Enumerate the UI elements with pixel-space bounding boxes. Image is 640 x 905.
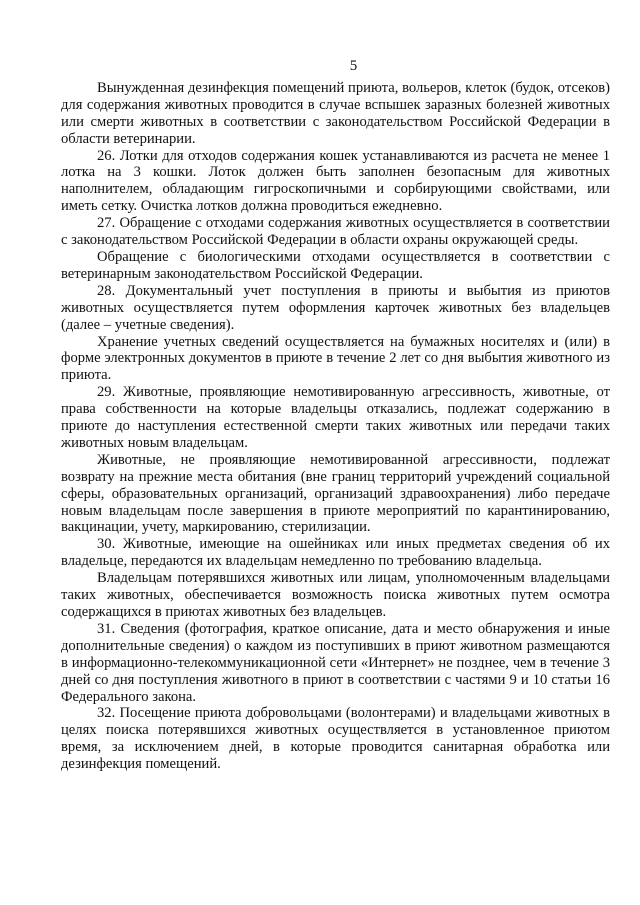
paragraph-31-internet-publication: 31. Сведения (фотография, краткое описание, дата и место обнаружения и иные дополнительные сведения) о каждом из поступивших в приют животном размещаются в информационно-телекоммуникационной сети «Интернет» не позднее, чем в течение 3 дней со дня поступления животного в приют в соответствии с частями 9 и 10 статьи 16 Федерального закона.	[61, 620, 610, 705]
paragraph-30-owner-info: 30. Животные, имеющие на ошейниках или иных предметах сведения об их владельце, передаются их владельцам немедленно по требованию владельца.	[61, 536, 610, 570]
paragraph-records-storage: Хранение учетных сведений осуществляется на бумажных носителях и (или) в форме электронных документов в приюте в течение 2 лет со дня выбытия животного из приюта.	[61, 333, 610, 384]
document-page	[61, 58, 610, 773]
paragraph-26-cat-litter: 26. Лотки для отходов содержания кошек устанавливаются из расчета не менее 1 лотка на 3 кошки. Лоток должен быть заполнен безопасным для животных наполнителем, обладающим гигроскопичными и сорбирующими свойствами, или иметь сетку. Очистка лотков должна проводиться ежедневно.	[61, 147, 610, 215]
paragraph-28-records: 28. Документальный учет поступления в приюты и выбытия из приютов животных осуществляется путем оформления карточек животных без владельцев (далее – учетные сведения).	[61, 282, 610, 333]
paragraph-32-visits: 32. Посещение приюта добровольцами (волонтерами) и владельцами животных в целях поиска потерявшихся животных осуществляется в установленное приютом время, за исключением дней, в которые проводится санитарная обработка или дезинфекция помещений.	[61, 705, 610, 773]
paragraph-non-aggressive-animals: Животные, не проявляющие немотивированной агрессивности, подлежат возврату на прежние места обитания (вне границ территорий учреждений социальной сферы, образовательных организаций, организаций здравоохранения) либо передаче новым владельцам после завершения в приюте мероприятий по карантинированию, вакцинации, учету, маркированию, стерилизации.	[61, 451, 610, 536]
paragraph-27-waste-handling: 27. Обращение с отходами содержания животных осуществляется в соответствии с законодательством Российской Федерации в области охраны окружающей среды.	[61, 215, 610, 249]
paragraph-biological-waste: Обращение с биологическими отходами осуществляется в соответствии с ветеринарным законодательством Российской Федерации.	[61, 248, 610, 282]
page-number: 5	[349, 58, 358, 74]
paragraph-disinfection: Вынужденная дезинфекция помещений приюта, вольеров, клеток (будок, отсеков) для содержания животных проводится в случае вспышек заразных болезней животных или смерти животных в соответствии с законодательством Российской Федерации в области ветеринарии.	[61, 79, 610, 147]
paragraph-29-aggressive-animals: 29. Животные, проявляющие немотивированную агрессивность, животные, от права собственности на которые владельцы отказались, подлежат содержанию в приюте до наступления естественной смерти таких животных или передачи таких животных новым владельцам.	[61, 384, 610, 451]
paragraph-lost-animal-search: Владельцам потерявшихся животных или лицам, уполномоченным владельцами таких животных, обеспечивается возможность поиска животных путем осмотра содержащихся в приютах животных без владельцев.	[61, 570, 610, 620]
